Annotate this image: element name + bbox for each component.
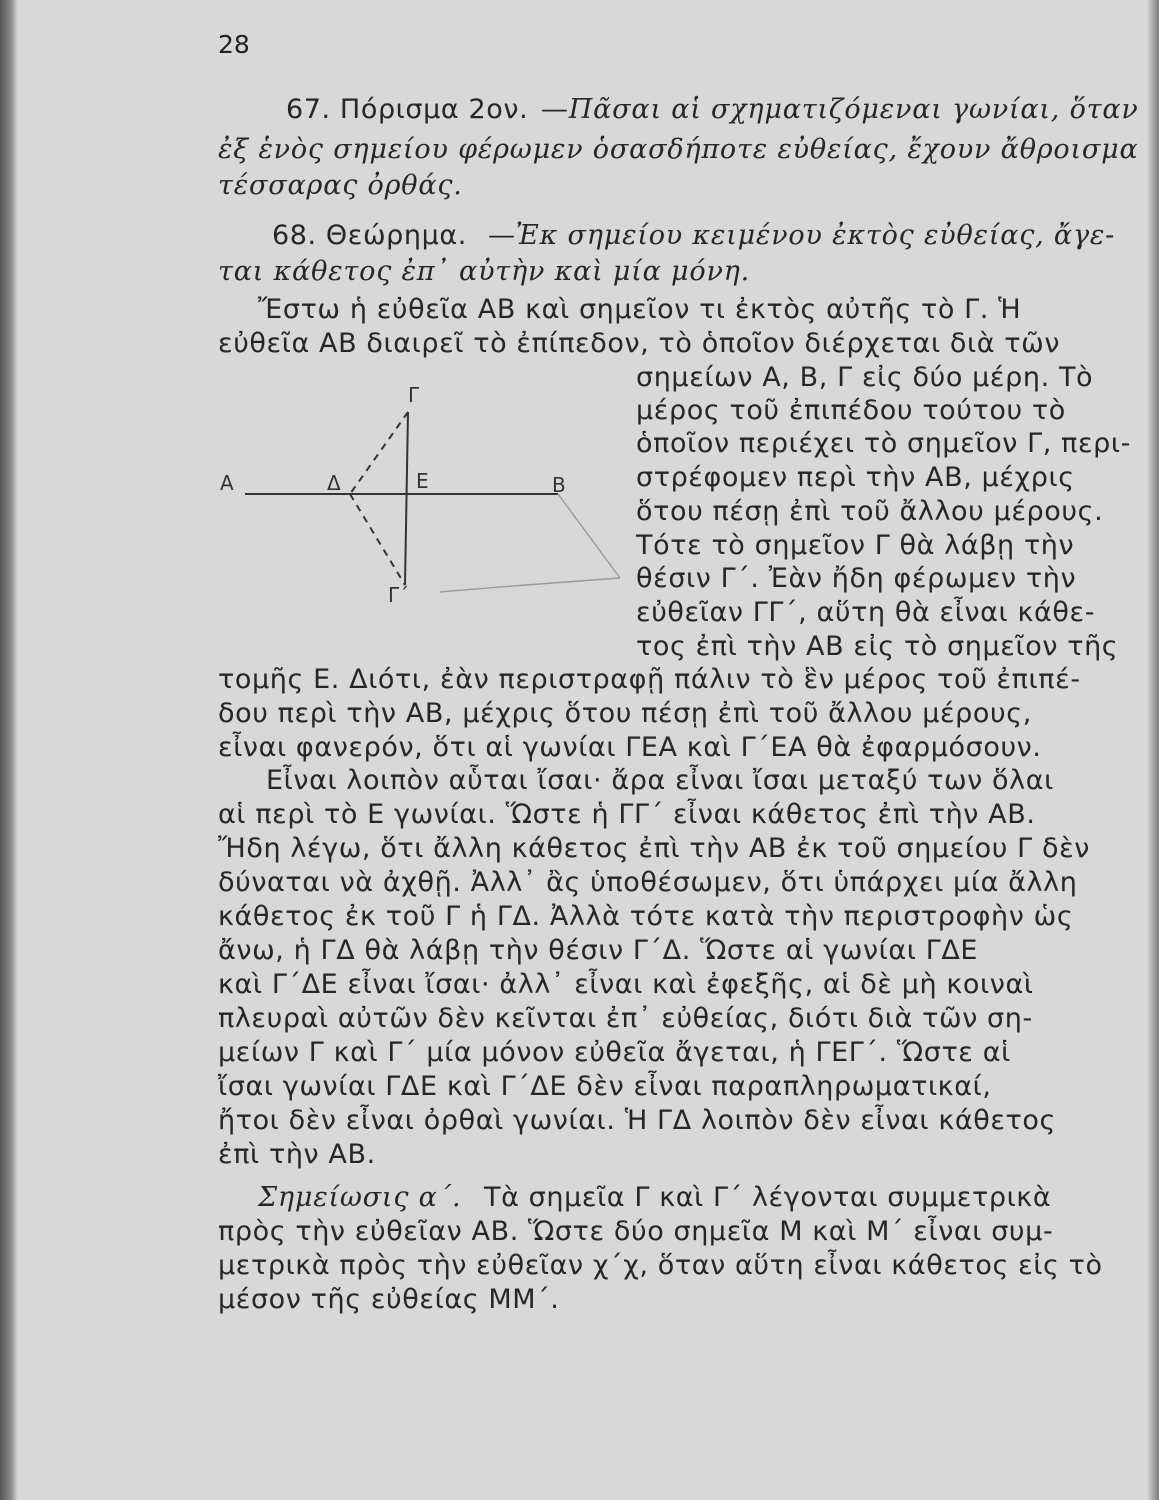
text-line: εἶναι φανερόν, ὅτι αἱ γωνίαι ΓΕΑ καὶ Γ΄ΕΑ θὰ ἐφαρμόσουν. [218,732,1042,763]
text-line: ἐπὶ τὴν ΑΒ. [218,1139,376,1170]
note-line: μέσον τῆς εὐθείας ΜΜ΄. [218,1284,560,1315]
label-e: Ε [416,469,429,493]
note-line: μετρικὰ πρὸς τὴν εὐθεῖαν χ΄χ, ὅταν αὕτη εἶναι κάθετος εἰς τὸ [218,1250,1103,1281]
text-line: ἴσαι γωνίαι ΓΔΕ καὶ Γ΄ΔΕ δὲν εἶναι παραπληρωματικαί, [218,1071,992,1102]
text-line: Τότε τὸ σημεῖον Γ θὰ λάβῃ τὴν [636,530,1075,561]
label-a: Α [220,471,234,495]
corollary-line: —Πᾶσαι αἱ σχηματιζόμεναι γωνίαι, ὅταν [541,94,1139,125]
corollary-line: ἐξ ἑνὸς σημείου φέρωμεν ὁσασδήποτε εὐθείας, ἔχουν ἄθροισμα [218,134,1139,165]
line-delta-gamma-prime [350,494,405,585]
perpendicular-figure [210,380,620,620]
text-line: μέρος τοῦ ἐπιπέδου τούτου τὸ [636,395,1066,426]
line-gamma-gamma-prime [405,412,408,585]
theorem-heading: 68. Θεώρημα. [272,220,467,251]
page-number: 28 [218,30,250,59]
text-line: σημείων Α, Β, Γ εἰς δύο μέρη. Τὸ [636,362,1094,393]
text-line: στρέφομεν περὶ τὴν ΑΒ, μέχρις [636,462,1075,493]
text-line: μείων Γ καὶ Γ΄ μία μόνον εὐθεῖα ἄγεται, ἡ ΓΕΓ΄. Ὥστε αἱ [218,1037,1011,1068]
text-line: Ἔστω ἡ εὐθεῖα ΑΒ καὶ σημεῖον τι ἐκτὸς αὐτῆς τὸ Γ. Ἡ [258,294,1022,325]
theorem-line: ται κάθετος ἐπ᾽ αὐτὴν καὶ μία μόνη. [218,256,751,287]
text-line: αἱ περὶ τὸ Ε γωνίαι. Ὥστε ἡ ΓΓ΄ εἶναι κάθετος ἐπὶ τὴν ΑΒ. [218,799,1036,830]
text-line: τος ἐπὶ τὴν ΑΒ εἰς τὸ σημεῖον τῆς [636,631,1119,662]
text-line: θέσιν Γ΄. Ἐὰν ἤδη φέρωμεν τὴν [636,563,1077,594]
label-delta: Δ [327,471,341,495]
text-line: δύναται νὰ ἀχθῇ. Ἀλλ᾽ ἂς ὑποθέσωμεν, ὅτι ὑπάρχει μία ἄλλη [218,867,1078,898]
theorem-line: —Ἐκ σημείου κειμένου ἐκτὸς εὐθείας, ἄγε- [488,220,1116,251]
text-line: καὶ Γ΄ΔΕ εἶναι ἴσαι· ἀλλ᾽ εἶναι καὶ ἐφεξῆς, αἱ δὲ μὴ κοιναὶ [218,969,1034,1000]
text-line: δου περὶ τὴν ΑΒ, μέχρις ὅτου πέσῃ ἐπὶ τοῦ ἄλλου μέρους, [218,698,1032,729]
note-line: Τὰ σημεῖα Γ καὶ Γ΄ λέγονται συμμετρικὰ [484,1182,1052,1213]
corollary-line: τέσσαρας ὀρθάς. [218,170,463,201]
note-line: πρὸς τὴν εὐθεῖαν ΑΒ. Ὥστε δύο σημεῖα Μ καὶ Μ΄ εἶναι συμ- [218,1216,1054,1247]
text-line: πλευραὶ αὐτῶν δὲν κεῖνται ἐπ᾽ εὐθείας, διότι διὰ τῶν ση- [218,1003,1033,1034]
label-gamma: Γ [408,383,420,407]
text-line: τομῆς Ε. Διότι, ἐὰν περιστραφῇ πάλιν τὸ ἓν μέρος τοῦ ἐπιπέ- [218,664,1081,695]
text-line: ἤτοι δὲν εἶναι ὀρθαὶ γωνίαι. Ἡ ΓΔ λοιπὸν δὲν εἶναι κάθετος [218,1105,1056,1136]
label-gamma-prime: Γ΄ [388,583,410,607]
text-line: Εἶναι λοιπὸν αὗται ἴσαι· ἄρα εἶναι ἴσαι μεταξύ των ὅλαι [266,765,1054,796]
note-label: Σημείωσις α΄. [258,1182,462,1213]
label-b: Β [552,473,566,497]
line-gamma-delta [350,412,408,494]
corollary-heading: 67. Πόρισμα 2ον. [286,94,529,125]
text-line: Ἤδη λέγω, ὅτι ἄλλη κάθετος ἐπὶ τὴν ΑΒ ἐκ τοῦ σημείου Γ δὲν [218,833,1090,864]
text-line: ὅτου πέσῃ ἐπὶ τοῦ ἄλλου μέρους. [636,496,1104,527]
rotated-half-plane-outline [440,494,620,592]
text-line: ἄνω, ἡ ΓΔ θὰ λάβῃ τὴν θέσιν Γ΄Δ. Ὥστε αἱ γωνίαι ΓΔΕ [218,935,979,966]
text-line: εὐθεῖαν ΓΓ΄, αὕτη θὰ εἶναι κάθε- [636,597,1096,628]
text-line: κάθετος ἐκ τοῦ Γ ἡ ΓΔ. Ἀλλὰ τότε κατὰ τὴν περιστροφὴν ὡς [218,901,1074,932]
text-line: εὐθεῖα ΑΒ διαιρεῖ τὸ ἐπίπεδον, τὸ ὁποῖον διέρχεται διὰ τῶν [218,328,1061,359]
text-line: ὁποῖον περιέχει τὸ σημεῖον Γ, περι- [636,428,1131,459]
